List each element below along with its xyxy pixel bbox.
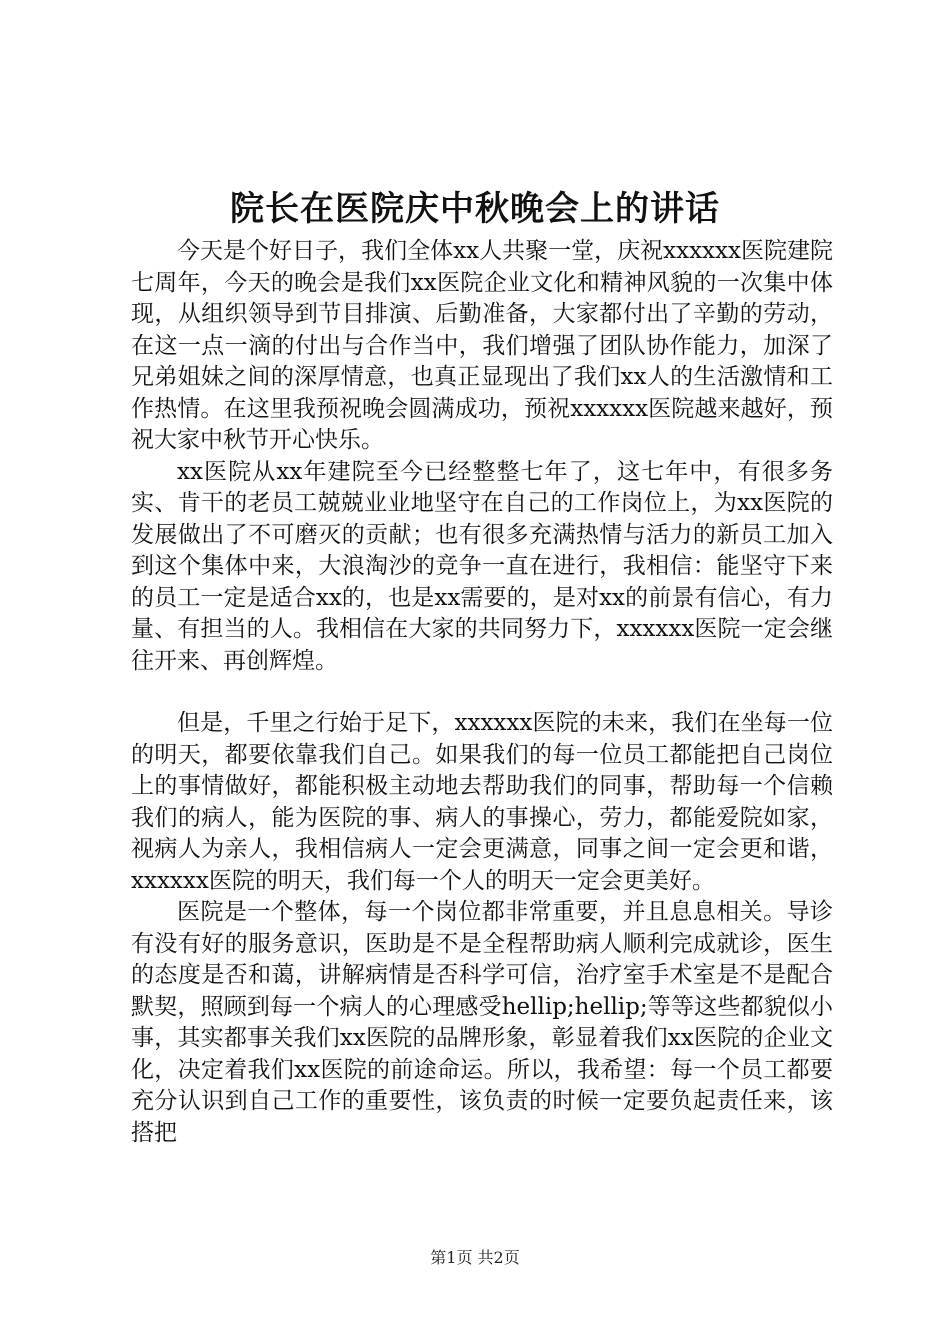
paragraph-4: 医院是一个整体，每一个岗位都非常重要，并且息息相关。导诊有没有好的服务意识，医助是不是全程帮助病人顺利完成就诊，医生的态度是否和蔼，讲解病情是否科学可信，治疗室手术室是不是配合默契，照顾到每一个病人的心理感受hellip;hellip;等等这些都貌似小事，其实都事关我们xx医院的品牌形象，彰显着我们xx医院的企业文化，决定着我们xx医院的前途命运。所以，我希望：每一个员工都要充分认识到自己工作的重要性，该负责的时候一定要负起责任来，该搭把	[131, 899, 833, 1146]
paragraph-3: 但是，千里之行始于足下，xxxxxx医院的未来，我们在坐每一位的明天，都要依靠我们自己。如果我们的每一位员工都能把自己岗位上的事情做好，都能积极主动地去帮助我们的同事，帮助每一个信赖我们的病人，能为医院的事、病人的事操心，劳力，都能爱院如家，视病人为亲人，我相信病人一定会更满意，同事之间一定会更和谐，xxxxxx医院的明天，我们每一个人的明天一定会更美好。	[131, 710, 833, 894]
paragraph-2: xx医院从xx年建院至今已经整整七年了，这七年中，有很多务实、肯干的老员工兢兢业业地坚守在自己的工作岗位上，为xx医院的发展做出了不可磨灭的贡献；也有很多充满热情与活力的新员工加入到这个集体中来，大浪淘沙的竞争一直在进行，我相信：能坚守下来的员工一定是适合xx的，也是xx需要的，是对xx的前景有信心，有力量、有担当的人。我相信在大家的共同努力下，xxxxxx医院一定会继往开来、再创辉煌。	[131, 458, 833, 674]
page-number-footer: 第1页 共2页	[430, 1248, 520, 1267]
paragraph-1: 今天是个好日子，我们全体xx人共聚一堂，庆祝xxxxxx医院建院七周年，今天的晚会是我们xx医院企业文化和精神风貌的一次集中体现，从组织领导到节目排演、后勤准备，大家都付出了辛勤的劳动，在这一点一滴的付出与合作当中，我们增强了团队协作能力，加深了兄弟姐妹之间的深厚情意，也真正显现出了我们xx人的生活激情和工作热情。在这里我预祝晚会圆满成功，预祝xxxxxx医院越来越好，预祝大家中秋节开心快乐。	[131, 238, 833, 453]
document-body	[131, 236, 833, 1149]
document-title: 院长在医院庆中秋晚会上的讲话	[230, 189, 720, 229]
